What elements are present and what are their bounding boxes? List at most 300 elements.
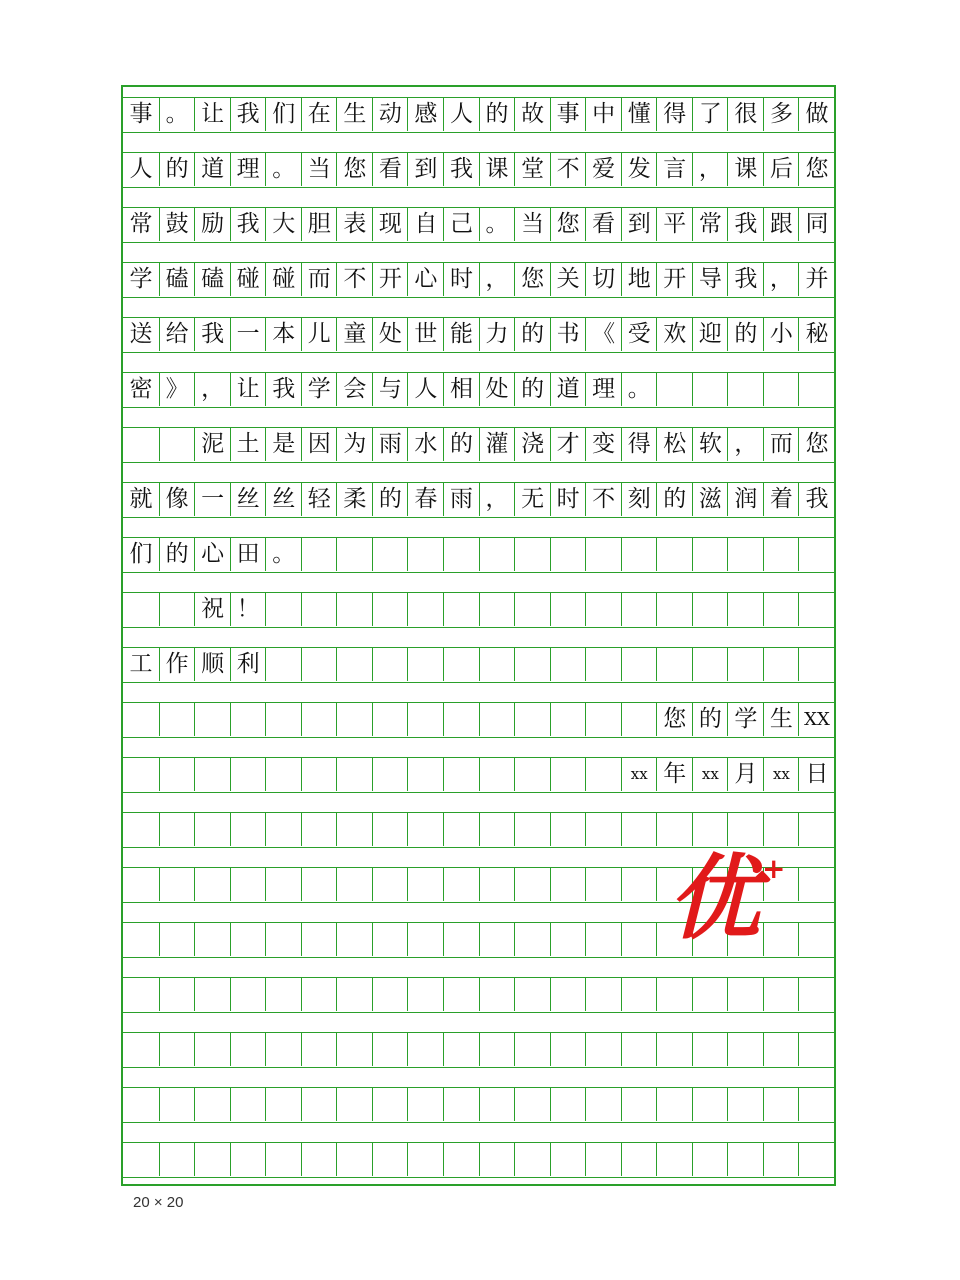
grid-cell (763, 538, 799, 571)
writing-grid-sheet (121, 85, 836, 1186)
grid-cell (763, 978, 799, 1011)
grid-cell (550, 923, 586, 956)
grid-cell: 常 (129, 211, 153, 237)
grid-cell (407, 538, 443, 571)
grid-cell (407, 1143, 443, 1176)
grid-cell (372, 538, 408, 571)
grid-cell (443, 923, 479, 956)
grid-cell: 而 (301, 263, 337, 296)
grid-cell (656, 593, 692, 626)
grid-cell (514, 648, 550, 681)
grid-cell: 懂 (621, 98, 657, 131)
grid-cell: 无 (514, 483, 550, 516)
grid-cell (479, 1033, 515, 1066)
grid-cell (656, 1033, 692, 1066)
grid-cell: 能 (443, 318, 479, 351)
grid-row (123, 702, 834, 738)
grid-cell: 的 (159, 153, 195, 186)
grid-cell (336, 868, 372, 901)
grid-cell (621, 978, 657, 1011)
grid-cell: 人 (129, 156, 153, 182)
grid-cell: XX (798, 703, 834, 736)
grid-cell: 灌 (479, 428, 515, 461)
grid-cell: 的 (372, 483, 408, 516)
grid-row (123, 482, 834, 518)
grid-cell (621, 923, 657, 956)
grid-cell: 润 (727, 483, 763, 516)
grid-cell (798, 923, 834, 956)
grid-cell: 会 (336, 373, 372, 406)
grid-cell (621, 1033, 657, 1066)
grid-cell (798, 648, 834, 681)
grid-cell (123, 428, 159, 461)
grid-cell: 中 (585, 98, 621, 131)
grid-cell (301, 923, 337, 956)
grid-cell (727, 1143, 763, 1176)
grid-cell (514, 703, 550, 736)
grid-cell: 在 (301, 98, 337, 131)
grid-cell: 当 (514, 208, 550, 241)
grid-row (123, 317, 834, 353)
grid-row (123, 97, 834, 133)
grid-cell: 故 (514, 98, 550, 131)
grid-cell: 年 (656, 758, 692, 791)
grid-cell (727, 813, 763, 846)
grid-cell (621, 538, 657, 571)
grid-cell: 生 (336, 98, 372, 131)
grid-cell: 开 (372, 263, 408, 296)
grid-cell (194, 923, 230, 956)
grid-cell (443, 703, 479, 736)
grid-cell (727, 1088, 763, 1121)
grid-cell (336, 1033, 372, 1066)
grid-cell: 的 (656, 483, 692, 516)
grid-cell (692, 373, 728, 406)
grid-cell: 土 (230, 428, 266, 461)
grid-cell: 因 (301, 428, 337, 461)
grid-cell (585, 1143, 621, 1176)
grid-cell (407, 813, 443, 846)
grid-cell (763, 1143, 799, 1176)
grid-cell: ， (479, 263, 515, 296)
grid-cell: 心 (407, 263, 443, 296)
grid-cell: 不 (550, 153, 586, 186)
grid-cell: 力 (479, 318, 515, 351)
grid-cell (514, 923, 550, 956)
grid-cell (123, 703, 159, 736)
grid-cell (159, 868, 195, 901)
grid-cell (550, 648, 586, 681)
grid-cell: 很 (727, 98, 763, 131)
grid-cell: 多 (763, 98, 799, 131)
grid-cell (621, 1088, 657, 1121)
grid-cell: 们 (265, 98, 301, 131)
grid-cell (372, 978, 408, 1011)
grid-cell: 鼓 (159, 208, 195, 241)
grid-cell: 您 (550, 208, 586, 241)
grid-cell (336, 758, 372, 791)
grid-cell (372, 703, 408, 736)
grid-cell (479, 1088, 515, 1121)
grid-cell (265, 1143, 301, 1176)
grid-cell (656, 373, 692, 406)
grid-cell (727, 1033, 763, 1066)
grid-cell (692, 1088, 728, 1121)
grid-cell (692, 1033, 728, 1066)
grid-cell (514, 593, 550, 626)
grid-cell: 看 (585, 208, 621, 241)
grid-cell (514, 1033, 550, 1066)
grid-cell (301, 978, 337, 1011)
grid-cell: xx (621, 758, 657, 791)
grid-cell (656, 538, 692, 571)
grid-cell (194, 813, 230, 846)
grid-cell (407, 758, 443, 791)
grid-cell: 丝 (230, 483, 266, 516)
grid-row (123, 592, 834, 628)
grid-cell: 而 (763, 428, 799, 461)
grade-stamp: 优 (668, 844, 761, 952)
grid-cell (443, 593, 479, 626)
grid-cell (407, 868, 443, 901)
grid-cell: 秘 (798, 318, 834, 351)
grid-cell (194, 868, 230, 901)
grid-cell: 雨 (443, 483, 479, 516)
grid-cell: 自 (407, 208, 443, 241)
grid-row (123, 537, 834, 573)
grid-cell: 的 (727, 318, 763, 351)
grid-cell (550, 593, 586, 626)
grid-cell (479, 593, 515, 626)
grid-cell (585, 648, 621, 681)
grid-cell: 像 (159, 483, 195, 516)
grid-row (123, 647, 834, 683)
grid-cell: 到 (621, 208, 657, 241)
grid-cell: 轻 (301, 483, 337, 516)
grid-cell (621, 648, 657, 681)
grid-cell (159, 978, 195, 1011)
grid-cell: 祝 (194, 593, 230, 626)
grid-cell: 们 (129, 541, 153, 567)
grid-cell: 后 (763, 153, 799, 186)
grid-cell: 利 (230, 648, 266, 681)
grid-cell: 爱 (585, 153, 621, 186)
grid-row (123, 427, 834, 463)
grid-cell: 工 (129, 651, 153, 677)
grid-cell (656, 1088, 692, 1121)
grid-cell (763, 373, 799, 406)
grid-cell: 看 (372, 153, 408, 186)
grid-cell (514, 538, 550, 571)
grid-cell (301, 703, 337, 736)
grid-cell (159, 1033, 195, 1066)
grid-cell (123, 758, 159, 791)
grid-cell (692, 1143, 728, 1176)
grid-cell: 。 (621, 373, 657, 406)
grid-cell: ， (727, 428, 763, 461)
grid-cell (372, 1033, 408, 1066)
grid-cell: 柔 (336, 483, 372, 516)
grid-cell (443, 1033, 479, 1066)
grid-cell: 做 (798, 98, 834, 131)
grid-cell (230, 758, 266, 791)
grid-cell (265, 703, 301, 736)
grid-row (123, 372, 834, 408)
grid-cell: 我 (727, 208, 763, 241)
grid-row (123, 1142, 834, 1178)
grid-cell (372, 1143, 408, 1176)
grid-cell: 得 (656, 98, 692, 131)
grid-cell (336, 703, 372, 736)
grid-cell: 关 (550, 263, 586, 296)
grid-cell (798, 1033, 834, 1066)
grid-cell (798, 538, 834, 571)
grid-cell (692, 538, 728, 571)
grid-row (123, 262, 834, 298)
grid-cell (230, 978, 266, 1011)
grid-cell: 欢 (656, 318, 692, 351)
grid-cell (656, 1143, 692, 1176)
grid-cell: 胆 (301, 208, 337, 241)
grid-cell: 松 (656, 428, 692, 461)
grid-cell: 学 (301, 373, 337, 406)
grid-cell: 顺 (194, 648, 230, 681)
grid-row (123, 812, 834, 848)
grid-cell (336, 1088, 372, 1121)
grid-cell: 本 (265, 318, 301, 351)
grid-cell (514, 978, 550, 1011)
grid-cell: 人 (443, 98, 479, 131)
grid-cell (692, 593, 728, 626)
grid-cell: 》 (159, 373, 195, 406)
grid-cell (372, 868, 408, 901)
grid-cell (336, 538, 372, 571)
grid-cell (301, 538, 337, 571)
grid-cell (372, 923, 408, 956)
grid-cell: 相 (443, 373, 479, 406)
grid-cell: 您 (514, 263, 550, 296)
grid-cell: 受 (621, 318, 657, 351)
grid-cell (159, 428, 195, 461)
grid-cell: 我 (798, 483, 834, 516)
grid-cell (123, 868, 159, 901)
grid-cell: 时 (443, 263, 479, 296)
grid-cell (265, 868, 301, 901)
grid-cell: 送 (129, 321, 153, 347)
grid-cell (621, 813, 657, 846)
grid-cell (585, 1088, 621, 1121)
grid-cell (443, 758, 479, 791)
grid-cell: xx (692, 758, 728, 791)
grid-cell (727, 373, 763, 406)
grid-cell (123, 923, 159, 956)
grid-cell (123, 593, 159, 626)
grid-cell: 童 (336, 318, 372, 351)
grid-cell (585, 978, 621, 1011)
grid-cell (585, 813, 621, 846)
grid-cell (230, 813, 266, 846)
grid-cell (159, 1088, 195, 1121)
grid-cell: 平 (656, 208, 692, 241)
grid-cell (585, 868, 621, 901)
grid-cell: 动 (372, 98, 408, 131)
grid-cell (194, 1088, 230, 1121)
grid-cell: 才 (550, 428, 586, 461)
grid-cell (301, 648, 337, 681)
grid-cell: 并 (798, 263, 834, 296)
grid-cell (123, 978, 159, 1011)
grid-cell: ， (194, 373, 230, 406)
grid-cell (621, 593, 657, 626)
grid-cell (265, 593, 301, 626)
grid-cell (265, 923, 301, 956)
grid-cell (265, 813, 301, 846)
grid-cell (479, 703, 515, 736)
grid-cell (159, 593, 195, 626)
grid-cell (407, 978, 443, 1011)
grid-cell: 心 (194, 538, 230, 571)
grid-cell (443, 813, 479, 846)
grid-cell (336, 1143, 372, 1176)
grid-cell: 大 (265, 208, 301, 241)
grid-cell: 我 (265, 373, 301, 406)
grid-cell (159, 813, 195, 846)
grid-cell (727, 978, 763, 1011)
grid-cell (727, 648, 763, 681)
grid-cell (159, 1143, 195, 1176)
grid-cell (301, 593, 337, 626)
grid-cell: 世 (407, 318, 443, 351)
grid-cell: 给 (159, 318, 195, 351)
grid-cell (514, 813, 550, 846)
grid-cell (585, 1033, 621, 1066)
grid-cell: 浇 (514, 428, 550, 461)
grid-cell (798, 593, 834, 626)
grid-cell (443, 648, 479, 681)
grid-cell (336, 593, 372, 626)
grid-cell: 作 (159, 648, 195, 681)
grid-cell (372, 758, 408, 791)
grid-cell (585, 593, 621, 626)
grid-cell: 理 (230, 153, 266, 186)
grid-cell: 表 (336, 208, 372, 241)
grid-cell: 不 (336, 263, 372, 296)
grid-cell: 田 (230, 538, 266, 571)
grid-cell: 事 (129, 101, 153, 127)
grid-cell: 处 (372, 318, 408, 351)
grid-cell (194, 978, 230, 1011)
grid-cell: 您 (798, 153, 834, 186)
grid-cell: 丝 (265, 483, 301, 516)
grid-cell (656, 978, 692, 1011)
grid-cell (514, 758, 550, 791)
grid-cell: 泥 (194, 428, 230, 461)
grid-cell (763, 813, 799, 846)
grid-cell: 切 (585, 263, 621, 296)
grid-cell: 课 (479, 153, 515, 186)
grid-cell: 水 (407, 428, 443, 461)
grid-cell (798, 978, 834, 1011)
grid-cell (123, 1033, 159, 1066)
grid-cell (550, 868, 586, 901)
grid-cell: ， (479, 483, 515, 516)
grid-cell (301, 1088, 337, 1121)
grid-cell: 到 (407, 153, 443, 186)
grid-cell: 发 (621, 153, 657, 186)
grid-cell (479, 923, 515, 956)
grid-cell (443, 538, 479, 571)
grid-cell (159, 923, 195, 956)
grid-cell (479, 648, 515, 681)
grid-cell: 学 (129, 266, 153, 292)
grid-cell (656, 813, 692, 846)
grid-cell (727, 538, 763, 571)
grid-cell: 儿 (301, 318, 337, 351)
grid-cell (123, 1143, 159, 1176)
grid-cell: 碰 (230, 263, 266, 296)
grid-cell (514, 868, 550, 901)
grid-cell (798, 813, 834, 846)
grid-cell (763, 648, 799, 681)
grid-cell: 道 (194, 153, 230, 186)
grid-cell: 时 (550, 483, 586, 516)
grid-cell (514, 1088, 550, 1121)
grade-stamp-plus: + (762, 852, 786, 885)
grid-cell (230, 1033, 266, 1066)
grid-cell: 跟 (763, 208, 799, 241)
grid-cell (194, 1143, 230, 1176)
grid-size-label: 20 × 20 (133, 1194, 184, 1211)
grid-cell: 您 (798, 428, 834, 461)
grid-cell: 。 (159, 98, 195, 131)
grid-cell: 。 (265, 538, 301, 571)
grid-cell: 软 (692, 428, 728, 461)
grid-cell (798, 1088, 834, 1121)
grid-cell (301, 1033, 337, 1066)
grid-cell (230, 868, 266, 901)
grid-cell: 堂 (514, 153, 550, 186)
grid-cell (265, 1088, 301, 1121)
grid-cell (372, 648, 408, 681)
grid-cell (194, 758, 230, 791)
grid-cell: 处 (479, 373, 515, 406)
grid-cell (479, 813, 515, 846)
grid-cell (479, 538, 515, 571)
grid-cell: 的 (159, 538, 195, 571)
grid-cell (230, 923, 266, 956)
grid-cell (301, 758, 337, 791)
grid-cell: 得 (621, 428, 657, 461)
grid-cell (656, 648, 692, 681)
grid-cell (372, 813, 408, 846)
grid-cell: 我 (727, 263, 763, 296)
grid-cell: 的 (443, 428, 479, 461)
grid-cell (514, 1143, 550, 1176)
grid-cell (407, 1088, 443, 1121)
grid-cell: 课 (727, 153, 763, 186)
grid-cell (479, 758, 515, 791)
grid-cell (443, 1143, 479, 1176)
grid-cell: ！ (230, 593, 266, 626)
grid-cell: 我 (194, 318, 230, 351)
grid-cell (621, 1143, 657, 1176)
grid-cell (336, 923, 372, 956)
grid-cell: 您 (336, 153, 372, 186)
grid-cell: 变 (585, 428, 621, 461)
grid-cell (585, 758, 621, 791)
grid-cell (585, 923, 621, 956)
grid-cell (159, 758, 195, 791)
